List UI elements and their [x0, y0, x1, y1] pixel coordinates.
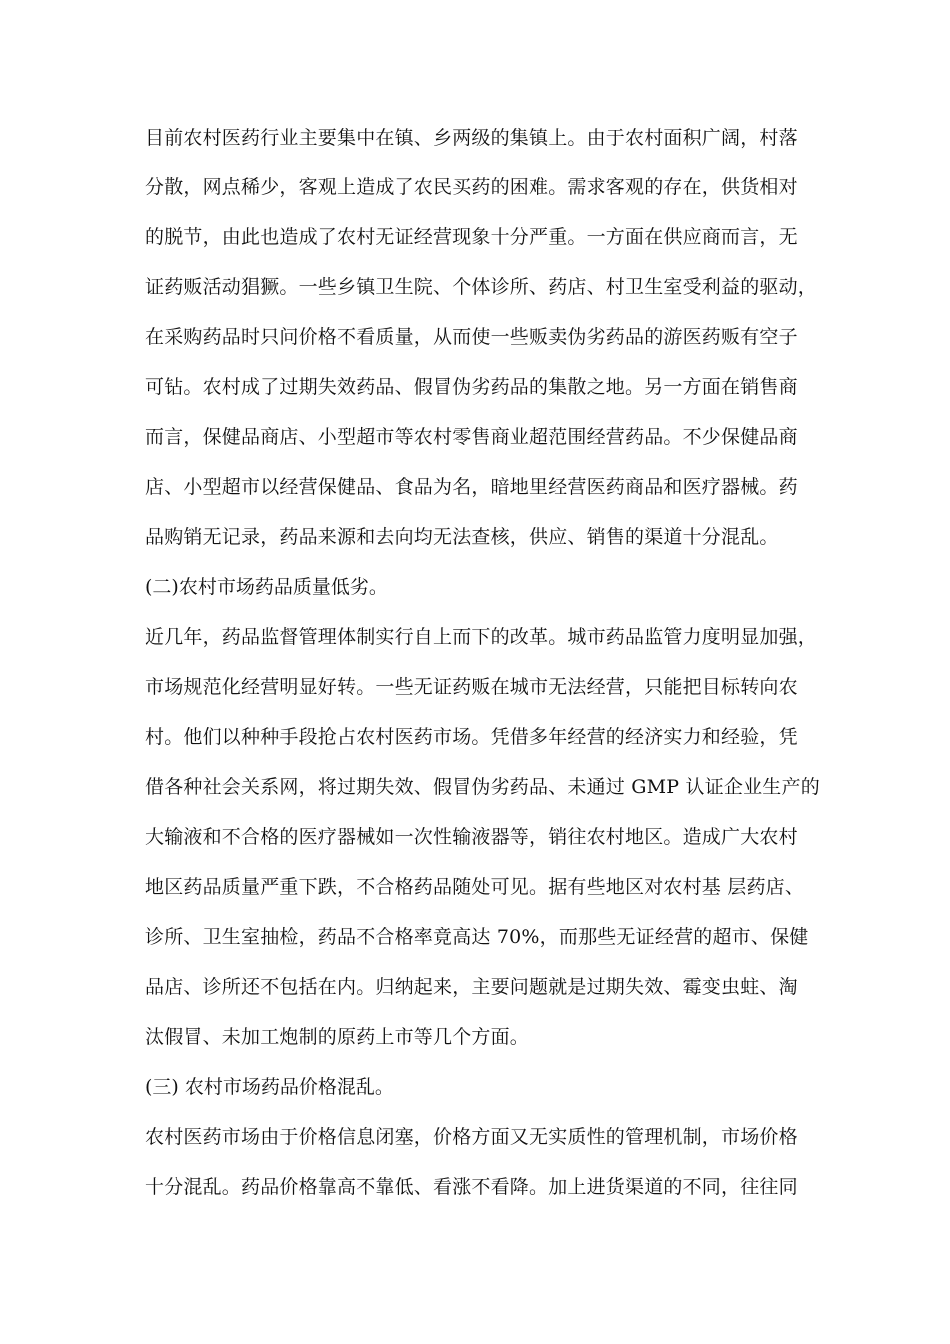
paragraph-1-line-9: 品购销无记录，药品来源和去向均无法查核，供应、销售的渠道十分混乱。 [145, 526, 779, 548]
paragraph-2-line-1: 近几年，药品监督管理体制实行自上而下的改革。城市药品监管力度明显加强， [145, 626, 818, 648]
paragraph-1-line-4: 证药贩活动猖獗。一些乡镇卫生院、个体诊所、药店、村卫生室受利益的驱动， [145, 276, 818, 298]
paragraph-2-line-8: 品店、诊所还不包括在内。归纳起来，主要问题就是过期失效、霉变虫蛀、淘 [145, 976, 798, 998]
paragraph-3-line-1: 农村医药市场由于价格信息闭塞，价格方面又无实质性的管理机制，市场价格 [145, 1126, 798, 1148]
section-heading-2: (二)农村市场药品质量低劣。 [145, 576, 388, 598]
paragraph-2-line-5: 大输液和不合格的医疗器械如一次性输液器等，销往农村地区。造成广大农村 [145, 826, 798, 848]
paragraph-2-line-3: 村。他们以种种手段抢占农村医药市场。凭借多年经营的经济实力和经验，凭 [145, 726, 798, 748]
paragraph-1-line-8: 店、小型超市以经营保健品、食品为名，暗地里经营医药商品和医疗器械。药 [145, 476, 798, 498]
paragraph-1-line-2: 分散，网点稀少，客观上造成了农民买药的困难。需求客观的存在，供货相对 [145, 176, 798, 198]
paragraph-2-line-9: 汰假冒、未加工炮制的原药上市等几个方面。 [145, 1026, 530, 1048]
paragraph-2-line-7: 诊所、卫生室抽检，药品不合格率竟高达 70%，而那些无证经营的超市、保健 [145, 926, 809, 948]
section-heading-3: (三) 农村市场药品价格混乱。 [145, 1076, 394, 1098]
paragraph-1-line-1: 目前农村医药行业主要集中在镇、乡两级的集镇上。由于农村面积广阔，村落 [145, 127, 798, 149]
paragraph-1-line-6: 可钻。农村成了过期失效药品、假冒伪劣药品的集散之地。另一方面在销售商 [145, 376, 798, 398]
paragraph-1-line-5: 在采购药品时只问价格不看质量，从而使一些贩卖伪劣药品的游医药贩有空子 [145, 326, 798, 348]
paragraph-1-line-7: 而言，保健品商店、小型超市等农村零售商业超范围经营药品。不少保健品商 [145, 426, 798, 448]
paragraph-3-line-2: 十分混乱。药品价格靠高不靠低、看涨不看降。加上进货渠道的不同，往往同 [145, 1176, 798, 1198]
paragraph-2-line-4: 借各种社会关系网，将过期失效、假冒伪劣药品、未通过 GMP 认证企业生产的 [145, 776, 820, 798]
paragraph-2-line-2: 市场规范化经营明显好转。一些无证药贩在城市无法经营，只能把目标转向农 [145, 676, 798, 698]
paragraph-2-line-6: 地区药品质量严重下跌，不合格药品随处可见。据有些地区对农村基 层药店、 [145, 876, 805, 898]
paragraph-1-line-3: 的脱节，由此也造成了农村无证经营现象十分严重。一方面在供应商而言，无 [145, 226, 798, 248]
